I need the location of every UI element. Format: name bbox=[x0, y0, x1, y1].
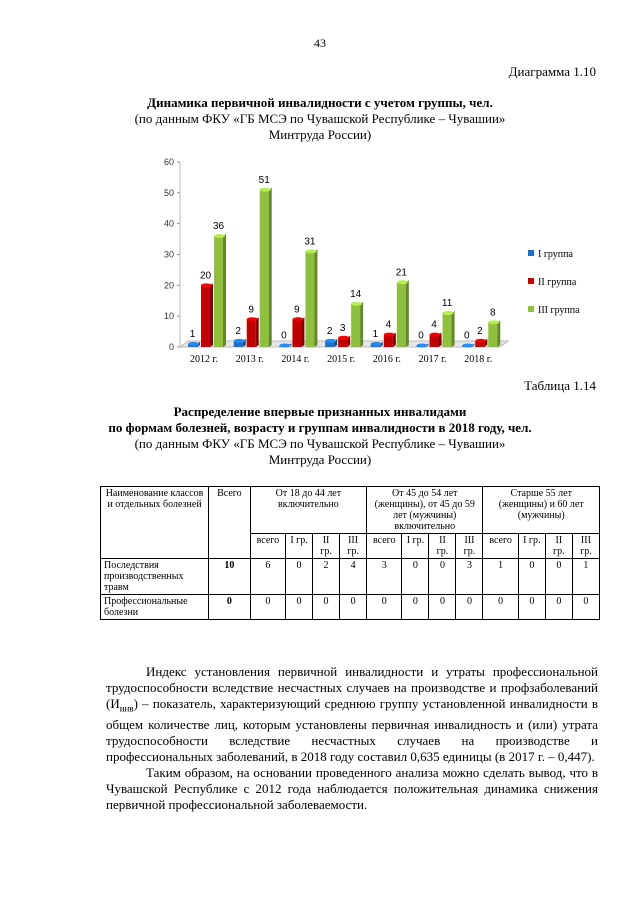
data-label: 31 bbox=[304, 236, 316, 248]
y-tick-label: 50 bbox=[163, 187, 174, 198]
cell: 0 bbox=[250, 595, 285, 620]
y-tick-label: 30 bbox=[163, 249, 174, 260]
x-tick-label: 2012 г. bbox=[190, 354, 218, 365]
bar-top bbox=[430, 333, 441, 337]
sub-gr2: II гр. bbox=[429, 534, 456, 559]
paragraph-1-text-rest: ) – показатель, характеризующий среднюю группу установленной инвалидности в общем количестве лиц, которым установлены первичная инвалидность и (или) утрата трудоспособности вследствие несчастных случаев на производстве и профессиональных заболеваний, в 2018 году составил 0,635 единицы (в 2017 г. – 0,447). bbox=[106, 696, 598, 764]
cell: 0 bbox=[286, 559, 313, 595]
table-title-line4: Минтруда России) bbox=[268, 452, 372, 467]
cell: 2 bbox=[313, 559, 340, 595]
bar bbox=[201, 285, 210, 347]
data-label: 36 bbox=[212, 221, 225, 232]
bar-top bbox=[443, 311, 454, 315]
table-title-line3: (по данным ФКУ «ГБ МСЭ по Чувашской Республике – Чувашии» bbox=[134, 436, 506, 451]
x-tick-label: 2017 г. bbox=[418, 354, 447, 365]
bar-top bbox=[305, 249, 316, 253]
table-title-bold2: по формам болезней, возрасту и группам инвалидности в 2018 году, чел. bbox=[108, 420, 532, 435]
cell: 1 bbox=[483, 559, 518, 595]
bar-top bbox=[338, 336, 349, 340]
bar-top bbox=[292, 317, 303, 321]
table-row bbox=[101, 559, 600, 595]
bar-top bbox=[247, 317, 258, 321]
bar-side bbox=[497, 320, 500, 347]
sub-gr1: I гр. bbox=[286, 534, 313, 559]
disability-table bbox=[100, 486, 600, 620]
diagram-title bbox=[60, 95, 580, 143]
sub-total: всего bbox=[250, 534, 285, 559]
cell: 0 bbox=[286, 595, 313, 620]
row-name: Последствия производственных травм bbox=[101, 559, 209, 595]
data-label: 4 bbox=[385, 319, 392, 331]
data-label: 9 bbox=[294, 304, 300, 316]
legend-label: I группа bbox=[538, 249, 573, 260]
bar-top bbox=[188, 342, 199, 346]
legend-swatch bbox=[528, 250, 534, 256]
bar-top bbox=[488, 320, 499, 324]
bar-top bbox=[214, 234, 225, 238]
cell: 0 bbox=[545, 595, 572, 620]
sub-total: всего bbox=[367, 534, 402, 559]
bar bbox=[214, 236, 223, 347]
x-tick-label: 2014 г. bbox=[281, 354, 310, 365]
y-tick-label: 20 bbox=[163, 280, 174, 291]
bar bbox=[443, 313, 452, 347]
table-title bbox=[60, 404, 580, 468]
paragraph-1-subscript: инв bbox=[119, 703, 134, 714]
data-label: 8 bbox=[490, 307, 496, 319]
y-tick-label: 60 bbox=[163, 157, 174, 167]
sub-total: всего bbox=[483, 534, 518, 559]
x-tick-label: 2018 г. bbox=[464, 354, 493, 365]
bar-chart bbox=[140, 152, 600, 374]
sub-gr2: II гр. bbox=[313, 534, 340, 559]
header-name: Наименование классов и отдельных болезней bbox=[101, 487, 209, 559]
sub-gr3: III гр. bbox=[456, 534, 483, 559]
data-label: 9 bbox=[248, 304, 254, 316]
bar-top bbox=[279, 344, 290, 348]
header-total: Всего bbox=[209, 487, 251, 559]
row-total: 0 bbox=[209, 595, 251, 620]
cell: 0 bbox=[518, 559, 545, 595]
data-label: 1 bbox=[372, 328, 379, 340]
header-group-18-44: От 18 до 44 лет включительно bbox=[250, 487, 366, 534]
y-tick-label: 0 bbox=[168, 342, 174, 352]
table-label: Таблица 1.14 bbox=[524, 378, 596, 393]
data-label: 0 bbox=[464, 330, 470, 342]
sub-gr3: III гр. bbox=[572, 534, 599, 559]
header-group-55-60: Старше 55 лет (женщины) и 60 лет (мужчины) bbox=[483, 487, 600, 534]
bar-side bbox=[269, 188, 272, 347]
cell: 6 bbox=[250, 559, 285, 595]
x-tick-label: 2013 г. bbox=[235, 354, 264, 365]
bar bbox=[305, 251, 314, 347]
bar bbox=[397, 282, 406, 347]
cell: 0 bbox=[367, 595, 402, 620]
data-label: 4 bbox=[431, 319, 437, 331]
cell: 0 bbox=[402, 559, 429, 595]
bar bbox=[260, 190, 269, 347]
bar-top bbox=[371, 342, 382, 346]
cell: 0 bbox=[313, 595, 340, 620]
diagram-label: Диаграмма 1.10 bbox=[508, 64, 596, 79]
bar-side bbox=[223, 234, 226, 347]
cell: 1 bbox=[572, 559, 599, 595]
bar-side bbox=[452, 311, 455, 347]
data-label: 1 bbox=[189, 328, 196, 340]
sub-gr1: I гр. bbox=[518, 534, 545, 559]
legend-swatch bbox=[528, 278, 534, 284]
y-tick-label: 40 bbox=[163, 218, 174, 229]
bar-top bbox=[384, 333, 395, 337]
sub-gr3: III гр. bbox=[340, 534, 367, 559]
bar bbox=[292, 319, 301, 347]
bar-top bbox=[201, 283, 212, 287]
bar-top bbox=[417, 344, 428, 348]
paragraph-1-text: Индекс установления первичной инвалидности и утраты профессиональной трудоспособности вследствие несчастных случаев на производстве и профзаболеваний (И bbox=[106, 664, 598, 711]
sub-gr1: I гр. bbox=[402, 534, 429, 559]
bar-side bbox=[360, 302, 363, 347]
x-tick-label: 2015 г. bbox=[327, 354, 356, 365]
diagram-title-bold: Динамика первичной инвалидности с учетом группы, чел. bbox=[147, 95, 493, 110]
x-tick-label: 2016 г. bbox=[372, 354, 401, 365]
data-label: 0 bbox=[418, 330, 424, 342]
table-header-row bbox=[101, 487, 600, 534]
cell: 0 bbox=[429, 595, 456, 620]
data-label: 20 bbox=[199, 270, 212, 282]
data-label: 0 bbox=[281, 330, 287, 342]
data-label: 3 bbox=[339, 322, 346, 334]
bar-side bbox=[301, 317, 304, 347]
cell: 4 bbox=[340, 559, 367, 595]
cell: 3 bbox=[456, 559, 483, 595]
data-label: 51 bbox=[258, 174, 270, 186]
paragraph-1 bbox=[106, 664, 598, 765]
bar-top bbox=[397, 280, 408, 284]
data-label: 2 bbox=[326, 325, 333, 337]
bar-top bbox=[234, 339, 245, 343]
bar-top bbox=[325, 339, 336, 343]
body-text bbox=[106, 664, 598, 813]
cell: 0 bbox=[456, 595, 483, 620]
bar bbox=[351, 304, 360, 347]
bar bbox=[247, 319, 256, 347]
data-label: 21 bbox=[395, 267, 407, 279]
row-total: 10 bbox=[209, 559, 251, 595]
cell: 0 bbox=[483, 595, 518, 620]
legend-label: II группа bbox=[538, 277, 577, 288]
legend-swatch bbox=[528, 306, 534, 312]
y-tick-label: 10 bbox=[163, 311, 174, 322]
bar-side bbox=[256, 317, 259, 347]
cell: 0 bbox=[429, 559, 456, 595]
cell: 0 bbox=[572, 595, 599, 620]
data-label: 2 bbox=[235, 325, 241, 337]
legend-label: III группа bbox=[538, 305, 580, 316]
cell: 0 bbox=[340, 595, 367, 620]
bar-top bbox=[260, 188, 271, 192]
data-label: 14 bbox=[350, 288, 362, 300]
table-row bbox=[101, 595, 600, 620]
bar-top bbox=[475, 339, 486, 343]
row-name: Профессиональные болезни bbox=[101, 595, 209, 620]
bar-top bbox=[462, 344, 473, 348]
bar-side bbox=[210, 283, 213, 347]
cell: 0 bbox=[545, 559, 572, 595]
cell: 0 bbox=[402, 595, 429, 620]
data-label: 2 bbox=[477, 325, 483, 337]
bar-side bbox=[314, 249, 317, 347]
sub-gr2: II гр. bbox=[545, 534, 572, 559]
bar-top bbox=[351, 302, 362, 306]
page-number: 43 bbox=[314, 36, 326, 50]
bar-side bbox=[406, 280, 409, 347]
diagram-title-line3: Минтруда России) bbox=[268, 127, 372, 142]
bar bbox=[488, 322, 497, 347]
cell: 0 bbox=[518, 595, 545, 620]
cell: 3 bbox=[367, 559, 402, 595]
table-title-bold1: Распределение впервые признанных инвалидами bbox=[173, 404, 467, 419]
diagram-title-line2: (по данным ФКУ «ГБ МСЭ по Чувашской Республике – Чувашии» bbox=[134, 111, 506, 126]
header-group-45-59: От 45 до 54 лет (женщины), от 45 до 59 лет (мужчины) включительно bbox=[367, 487, 483, 534]
data-label: 11 bbox=[441, 298, 453, 310]
paragraph-2: Таким образом, на основании проведенного анализа можно сделать вывод, что в Чувашской Республике с 2012 года наблюдается положительная динамика снижения первичной профессиональной заболеваемости. bbox=[106, 764, 598, 812]
